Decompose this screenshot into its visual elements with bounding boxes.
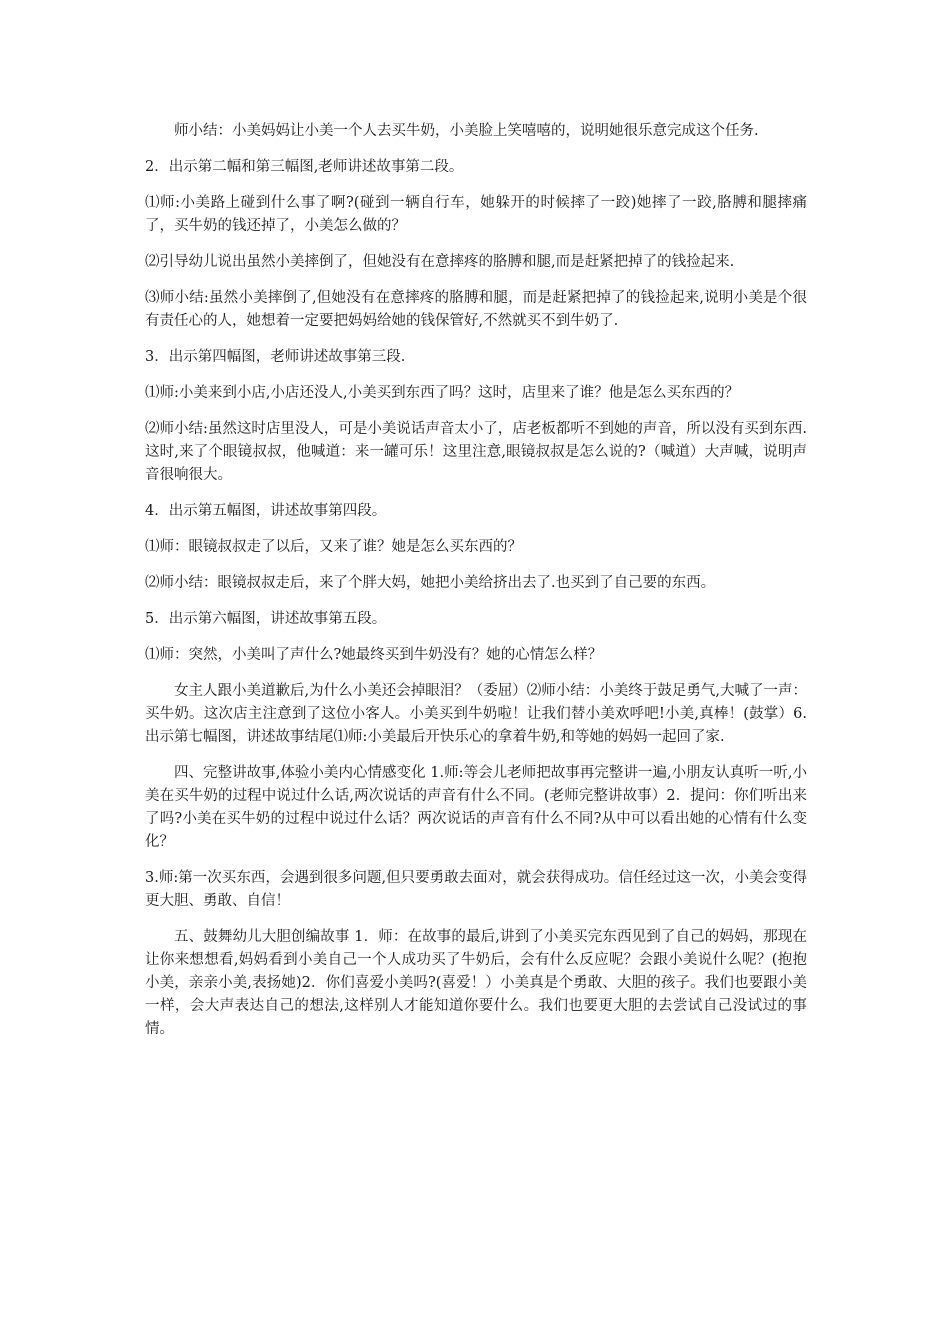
paragraph-section-4-3: 3.师:第一次买东西，会遇到很多问题,但只要勇敢去面对，就会获得成功。信任经过这一次，小美会变得更大胆、勇敢、自信！ [145, 870, 807, 909]
paragraph-step-2: 2．出示第二幅和第三幅图,老师讲述故事第二段。 [145, 159, 464, 175]
paragraph-step-2-3: ⑶师小结:虽然小美摔倒了,但她没有在意摔疼的胳膊和腿，而是赶紧把掉了的钱捡起来,说明小美是个很有责任心的人，她想着一定要把妈妈给她的钱保管好,不然就买不到牛奶了. [145, 290, 807, 329]
paragraph-step-4: 4．出示第五幅图，讲述故事第四段。 [145, 503, 387, 519]
paragraph-step-5: 5．出示第六幅图，讲述故事第五段。 [145, 611, 387, 627]
paragraph-step-4-1: ⑴师：眼镜叔叔走了以后，又来了谁？她是怎么买东西的？ [145, 539, 522, 555]
paragraph-step-5-1: ⑴师：突然，小美叫了声什么?她最终买到牛奶没有？她的心情怎么样？ [145, 647, 603, 663]
paragraph-section-4: 四、完整讲故事,体验小美内心情感变化 1.师:等会儿老师把故事再完整讲一遍,小朋友认真听一听,小美在买牛奶的过程中说过什么话,两次说话的声音有什么不同。(老师完整讲故事）2．提问：你们听出来了吗?小美在买牛奶的过程中说过什么话？两次说话的声音有什么不同?从中可以看出她的心情有什么变化？ [145, 765, 807, 850]
paragraph-step-3-1: ⑴师:小美来到小店,小店还没人,小美买到东西了吗？这时，店里来了谁？他是怎么买东西的？ [145, 385, 740, 401]
document-page [145, 120, 807, 1054]
paragraph-step-3: 3．出示第四幅图，老师讲述故事第三段. [145, 349, 406, 365]
paragraph-step-2-2: ⑵引导幼儿说出虽然小美摔倒了，但她没有在意摔疼的胳膊和腿,而是赶紧把掉了的钱捡起来. [145, 254, 735, 270]
paragraph-section-5: 五、鼓舞幼儿大胆创编故事 1．师：在故事的最后,讲到了小美买完东西见到了自己的妈妈，那现在让你来想想看,妈妈看到小美自己一个人成功买了牛奶后，会有什么反应呢？会跟小美说什么呢？(抱抱小美，亲亲小美,表扬她)2．你们喜爱小美吗?(喜爱！）小美真是个勇敢、大胆的孩子。我们也要跟小美一样，会大声表达自己的想法,这样别人才能知道你要什么。我们也要更大胆的去尝试自己没试过的事情。 [145, 929, 807, 1037]
paragraph-step-2-1: ⑴师:小美路上碰到什么事了啊?(碰到一辆自行车，她躲开的时候摔了一跤)她摔了一跤,胳膊和腿摔痛了，买牛奶的钱还掉了，小美怎么做的？ [145, 195, 807, 234]
paragraph-step-5-summary: 女主人跟小美道歉后,为什么小美还会掉眼泪？（委屈）⑵师小结：小美终于鼓足勇气,大喊了一声：买牛奶。这次店主注意到了这位小客人。小美买到牛奶啦！让我们替小美欢呼吧!小美,真棒！(鼓掌）6.出示第七幅图，讲述故事结尾⑴师:小美最后开快乐心的拿着牛奶,和等她的妈妈一起回了家. [145, 683, 807, 745]
paragraph-step-3-2: ⑵师小结:虽然这时店里没人，可是小美说话声音太小了，店老板都听不到她的声音，所以没有买到东西.这时,来了个眼镜叔叔，他喊道：来一罐可乐！这里注意,眼镜叔叔是怎么说的?（喊道）大声喊，说明声音很响很大。 [145, 421, 807, 483]
paragraph-step-4-2: ⑵师小结：眼镜叔叔走后，来了个胖大妈，她把小美给挤出去了.也买到了自己要的东西。 [145, 575, 716, 591]
paragraph-teacher-summary-1: 师小结：小美妈妈让小美一个人去买牛奶，小美脸上笑嘻嘻的，说明她很乐意完成这个任务. [174, 123, 759, 139]
